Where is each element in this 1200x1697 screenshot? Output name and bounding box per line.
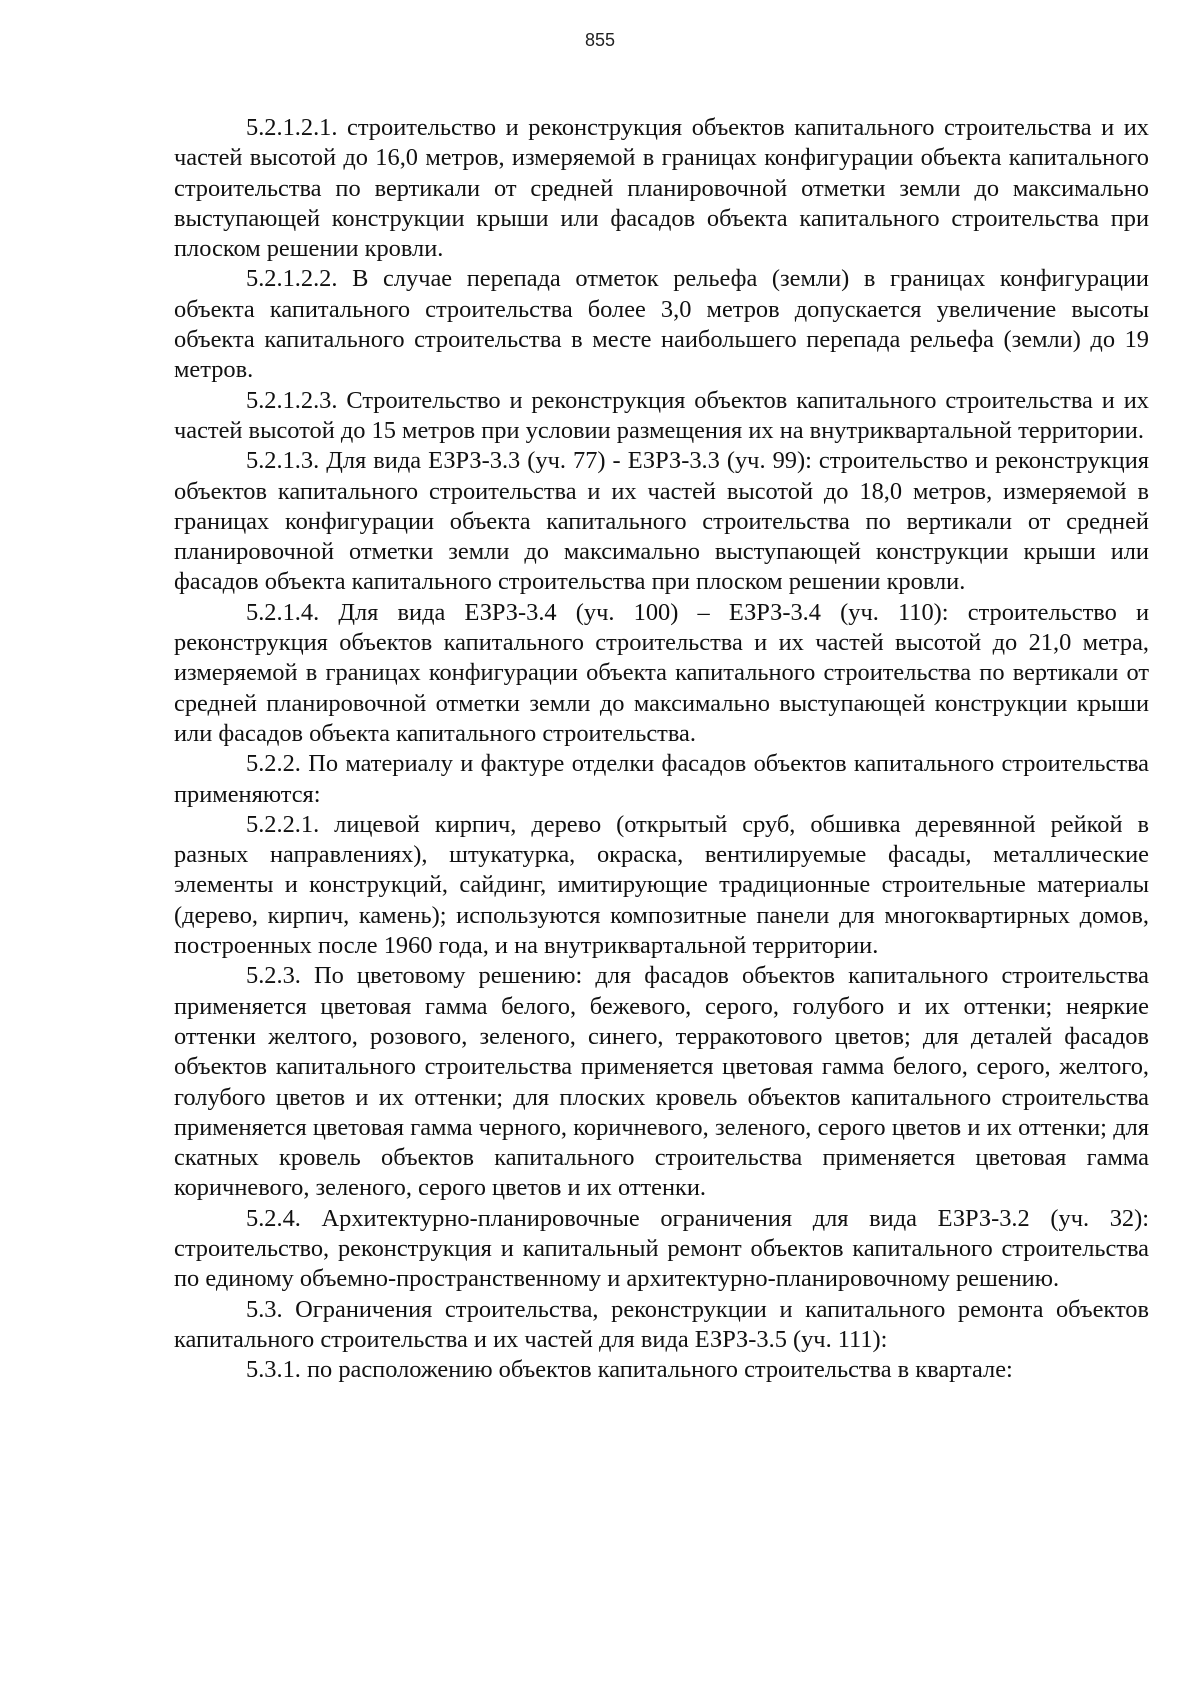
paragraph-5-2-1-2-2: 5.2.1.2.2. В случае перепада отметок рельефа (земли) в границах конфигурации объекта капитального строительства более 3,0 метров допускается увеличение высоты объекта капитального строительства в месте наибольшего перепада рельефа (земли) до 19 метров.	[174, 265, 1149, 384]
page-number: 855	[584, 30, 616, 50]
document-body	[174, 113, 1149, 1385]
paragraph-5-2-1-2-3: 5.2.1.2.3. Строительство и реконструкция объектов капитального строительства и их частей высотой до 15 метров при условии размещения их на внутриквартальной территории.	[174, 386, 1149, 444]
paragraph-5-2-1-3: 5.2.1.3. Для вида ЕЗРЗ-3.3 (уч. 77) - ЕЗРЗ-3.3 (уч. 99): строительство и реконструкция объектов капитального строительства и их частей высотой до 18,0 метров, измеряемой в границах конфигурации объекта капитального строительства по вертикали от средней планировочной отметки земли до максимально выступающей конструкции крыши или фасадов объекта капитального строительства при плоском решении кровли.	[174, 447, 1149, 596]
paragraph-5-2-2-1: 5.2.2.1. лицевой кирпич, дерево (открытый сруб, обшивка деревянной рейкой в разных направлениях), штукатурка, окраска, вентилируемые фасады, металлические элементы и конструкций, сайдинг, имитирующие традиционные строительные материалы (дерево, кирпич, камень); используются композитные панели для многоквартирных домов, построенных после 1960 года, и на внутриквартальной территории.	[174, 810, 1149, 960]
paragraph-5-2-2: 5.2.2. По материалу и фактуре отделки фасадов объектов капитального строительства применяются:	[174, 750, 1149, 808]
paragraph-5-3-1: 5.3.1. по расположению объектов капитального строительства в квартале:	[246, 1356, 1013, 1384]
paragraph-5-2-3: 5.2.3. По цветовому решению: для фасадов объектов капитального строительства применяется цветовая гамма белого, бежевого, серого, голубого и их оттенки; неяркие оттенки желтого, розового, зеленого, синего, терракотового цветов; для деталей фасадов объектов капитального строительства применяется цветовая гамма белого, серого, желтого, голубого цветов и их оттенки; для плоских кровель объектов капитального строительства применяется цветовая гамма черного, коричневого, зеленого, серого цветов и их оттенки; для скатных кровель объектов капитального строительства применяется цветовая гамма коричневого, зеленого, серого цветов и их оттенки.	[174, 962, 1149, 1202]
paragraph-5-2-1-2-1: 5.2.1.2.1. строительство и реконструкция объектов капитального строительства и их частей высотой до 16,0 метров, измеряемой в границах конфигурации объекта капитального строительства по вертикали от средней планировочной отметки земли до максимально выступающей конструкции крыши или фасадов объекта капитального строительства при плоском решении кровли.	[174, 114, 1149, 263]
paragraph-5-3: 5.3. Ограничения строительства, реконструкции и капитального ремонта объектов капитального строительства и их частей для вида ЕЗРЗ-3.5 (уч. 111):	[174, 1295, 1149, 1353]
paragraph-5-2-4: 5.2.4. Архитектурно-планировочные ограничения для вида ЕЗРЗ-3.2 (уч. 32): строительство, реконструкция и капитальный ремонт объектов капитального строительства по единому объемно-пространственному и архитектурно-планировочному решению.	[174, 1204, 1149, 1293]
paragraph-5-2-1-4: 5.2.1.4. Для вида ЕЗРЗ-3.4 (уч. 100) – ЕЗРЗ-3.4 (уч. 110): строительство и реконструкция объектов капитального строительства и их частей высотой до 21,0 метра, измеряемой в границах конфигурации объекта капитального строительства по вертикали от средней планировочной отметки земли до максимально выступающей конструкции крыши или фасадов объекта капитального строительства.	[174, 598, 1149, 747]
